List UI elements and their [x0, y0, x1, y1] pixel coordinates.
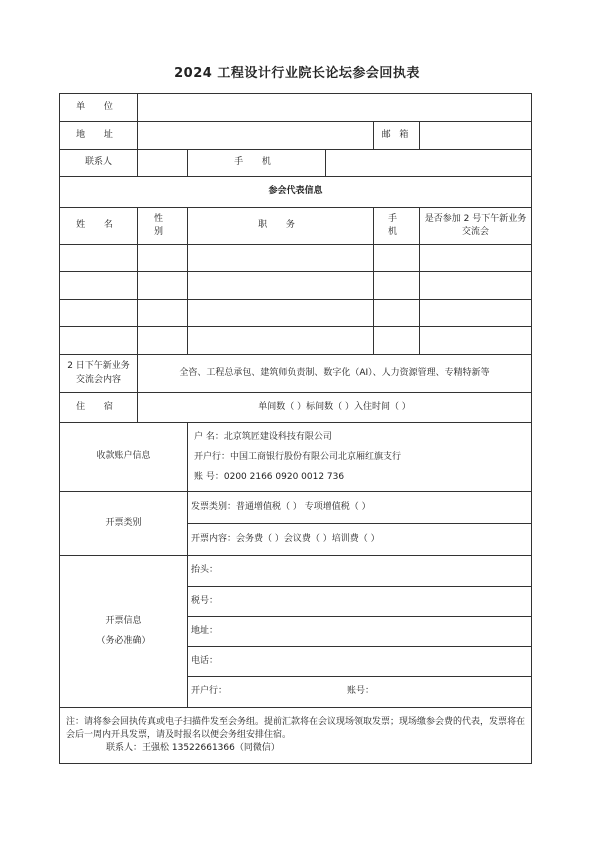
attendee-position-cell[interactable]	[188, 245, 374, 272]
contact-row	[60, 150, 532, 177]
account-details	[188, 423, 532, 492]
invoice-info-title: 开票信息	[105, 616, 142, 627]
attend-header: 是否参加 2 号下午新业务交流会	[420, 208, 532, 245]
section-row	[60, 177, 532, 208]
attendee-name-cell[interactable]	[60, 300, 138, 327]
attendee-attend-cell[interactable]	[420, 272, 532, 300]
attendee-name-cell[interactable]	[60, 245, 138, 272]
page-title: 2024 工程设计行业院长论坛参会回执表	[174, 66, 420, 81]
account-row	[60, 423, 532, 492]
invoice-account-label: 账号：	[347, 686, 375, 697]
lodging-label: 住 宿	[60, 393, 138, 423]
note-text: 注：请将参会回执传真或电子扫描件发至会务组。提前汇款将在会议现场领取发票；现场缴参会费的代表，发票将在会后一周内开具发票，请及时报名以便会务组安排住宿。	[66, 716, 526, 740]
invoice-type-field[interactable]: 发票类别：普通增值税（ ） 专项增值税（ ）	[188, 492, 532, 524]
phone-header: 手 机	[374, 208, 420, 245]
invoice-tax-field[interactable]: 税号：	[188, 587, 532, 617]
attendee-attend-cell[interactable]	[420, 300, 532, 327]
mobile-field[interactable]	[326, 150, 532, 177]
attendee-row	[60, 327, 532, 355]
section-title: 参会代表信息	[60, 177, 532, 208]
attendee-name-cell[interactable]	[60, 272, 138, 300]
attendee-name-cell[interactable]	[60, 327, 138, 355]
invoice-info-note: （务必准确）	[96, 635, 151, 646]
attendee-phone-cell[interactable]	[374, 245, 420, 272]
contact-field[interactable]	[138, 150, 188, 177]
invoice-type-label: 开票类别	[60, 492, 188, 556]
unit-label: 单 位	[60, 94, 138, 122]
attendee-header-row	[60, 208, 532, 245]
invoice-phone-field[interactable]: 电话：	[188, 647, 532, 677]
account-name: 户 名：北京筑匠建设科技有限公司	[194, 432, 332, 442]
attendee-position-cell[interactable]	[188, 300, 374, 327]
position-header: 职 务	[188, 208, 374, 245]
note-contact: 联系人：王强松 13522661366（同微信）	[106, 743, 280, 754]
topics-label: 2 日下午新业务交流会内容	[60, 355, 138, 393]
attendee-row	[60, 300, 532, 327]
attendee-gender-cell[interactable]	[138, 245, 188, 272]
attendee-phone-cell[interactable]	[374, 272, 420, 300]
attendee-phone-cell[interactable]	[374, 327, 420, 355]
postcode-label: 邮 箱	[374, 122, 420, 150]
topics-text: 全咨、工程总承包、建筑师负责制、数字化（AI）、人力资源管理、专精特新等	[138, 355, 532, 393]
attendee-phone-cell[interactable]	[374, 300, 420, 327]
lodging-detail[interactable]: 单间数（ ）标间数（ ）入住时间（ ）	[138, 393, 532, 423]
attendee-gender-cell[interactable]	[138, 327, 188, 355]
gender-header: 性 别	[138, 208, 188, 245]
invoice-bank-label: 开户行：	[191, 686, 228, 697]
topics-row	[60, 355, 532, 393]
registration-form	[59, 93, 532, 764]
attendee-position-cell[interactable]	[188, 272, 374, 300]
invoice-bank-field[interactable]	[188, 677, 532, 708]
attendee-attend-cell[interactable]	[420, 245, 532, 272]
invoice-content-field[interactable]: 开票内容：会务费（ ）会议费（ ）培训费（ ）	[188, 524, 532, 556]
name-header: 姓 名	[60, 208, 138, 245]
invoice-info-label	[60, 556, 188, 708]
unit-field[interactable]	[138, 94, 532, 122]
invoice-title-field[interactable]: 抬头：	[188, 556, 532, 587]
invoice-type-row	[60, 492, 532, 524]
account-label: 收款账户信息	[60, 423, 188, 492]
attendee-attend-cell[interactable]	[420, 327, 532, 355]
account-number: 账 号：0200 2166 0920 0012 736	[194, 472, 345, 482]
invoice-address-field[interactable]: 地址：	[188, 617, 532, 647]
attendee-row	[60, 245, 532, 272]
attendee-row	[60, 272, 532, 300]
attendee-gender-cell[interactable]	[138, 300, 188, 327]
note-cell	[60, 708, 532, 764]
unit-row	[60, 94, 532, 122]
lodging-row	[60, 393, 532, 423]
address-row	[60, 122, 532, 150]
invoice-title-row	[60, 556, 532, 587]
contact-label: 联系人	[60, 150, 138, 177]
account-bank: 开户行：中国工商银行股份有限公司北京厢红旗支行	[194, 452, 402, 462]
note-row	[60, 708, 532, 764]
address-field[interactable]	[138, 122, 374, 150]
postcode-field[interactable]	[420, 122, 532, 150]
attendee-position-cell[interactable]	[188, 327, 374, 355]
attendee-gender-cell[interactable]	[138, 272, 188, 300]
mobile-label: 手 机	[188, 150, 326, 177]
address-label: 地 址	[60, 122, 138, 150]
